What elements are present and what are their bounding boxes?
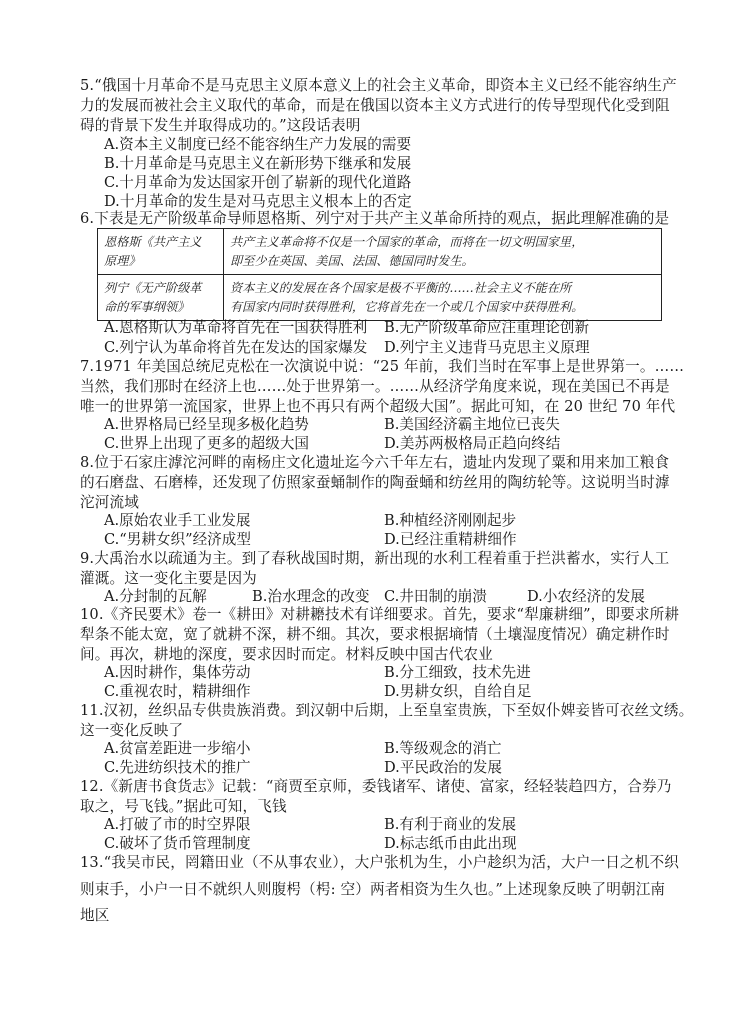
q7-stem-line-2: 当然，我们那时在经济上也……处于世界第一。……从经济学角度来说，现在美国已不再是 (80, 378, 670, 395)
q7-option-b: B.美国经济霸主地位已丧失 (384, 416, 560, 433)
source-text: 原理》 (104, 254, 141, 268)
q10-stem-line-2: 犁条不能太宽，宽了就耕不深，耕不细。其次，要求根据墒情（土壤湿度情况）确定耕作时 (80, 626, 670, 643)
q11-option-b: B.等级观念的消亡 (384, 740, 502, 757)
q6-stem: 6.下表是无产阶级革命导师恩格斯、列宁对于共产主义革命所持的观点，据此理解准确的是 (80, 210, 670, 227)
table-cell-source (98, 275, 224, 321)
q10-option-b: B.分工细致，技术先进 (384, 664, 531, 681)
q9-stem-line-2: 灌溉。这一变化主要是因为 (80, 570, 257, 587)
q6-option-c: C.列宁认为革命将首先在发达的国家爆发 (104, 339, 368, 356)
q9-option-a: A.分封制的瓦解 (104, 588, 207, 605)
q5-option-b: B.十月革命是马克思主义在新形势下继承和发展 (104, 155, 412, 172)
q12-stem-line-2: 取之，号飞钱。”据此可知，飞钱 (80, 798, 287, 815)
q12-option-c: C.破坏了货币管理制度 (104, 835, 251, 852)
q6-viewpoint-table (97, 228, 662, 321)
q8-stem-line-3: 沱河流域 (80, 494, 139, 511)
q7-option-a: A.世界格局已经呈现多极化趋势 (104, 416, 309, 433)
source-text: 恩格斯《共产主义 (104, 235, 202, 249)
source-text: 命的军事纲领》 (104, 300, 190, 314)
q11-stem-line-1: 11.汉初，丝织品专供贵族消费。到汉朝中后期，上至皇室贵族，下至奴仆婢妾皆可衣丝文绣。 (80, 702, 694, 719)
view-text: 即至少在英国、美国、法国、德国同时发生。 (230, 254, 474, 268)
q12-stem-line-1: 12.《新唐书食货志》记载：“商贾至京师，委钱诸军、诸使、富家，经轻装趋四方，合券乃 (80, 778, 672, 795)
q5-stem-line-1: 5.“俄国十月革命不是马克思主义原本意义上的社会主义革命，即资本主义已经不能容纳生产 (80, 77, 677, 94)
q8-option-a: A.原始农业手工业发展 (104, 512, 251, 529)
q12-option-d: D.标志纸币由此出现 (384, 835, 517, 852)
q10-option-d: D.男耕女织，自给自足 (384, 683, 532, 700)
q6-option-d: D.列宁主义违背马克思主义原理 (384, 339, 590, 356)
table-row (98, 229, 662, 275)
q6-option-b: B.无产阶级革命应注重理论创新 (384, 319, 590, 336)
q7-stem-line-3: 唯一的世界第一流国家，世界上也不再只有两个超级大国”。据此可知，在 20 世纪 70 年代 (80, 398, 676, 415)
q8-option-c: C.“男耕女织”经济成型 (104, 531, 251, 548)
source-text: 列宁《无产阶级革 (104, 281, 202, 295)
view-text: 资本主义的发展在各个国家是极不平衡的……社会主义不能在所 (230, 281, 572, 295)
q5-option-a: A.资本主义制度已经不能容纳生产力发展的需要 (104, 136, 412, 153)
q13-stem-line-3: 地区 (80, 907, 110, 924)
q13-stem-line-2: 则束手，小户一日不就织人则腹枵（枵: 空）两者相资为生久也。”上述现象反映了明朝江南 (80, 881, 666, 898)
q12-option-b: B.有利于商业的发展 (384, 816, 517, 833)
q9-option-b: B.治水理念的改变 (252, 588, 370, 605)
q8-stem-line-2: 的石磨盘、石磨棒，还发现了仿照家蚕蛹制作的陶蚕蛹和纺丝用的陶纺轮等。这说明当时滹 (80, 474, 670, 491)
q8-option-d: D.已经注重精耕细作 (384, 531, 517, 548)
table-cell-source (98, 229, 224, 275)
table-cell-view (224, 229, 662, 275)
q11-stem-line-2: 这一变化反映了 (80, 722, 184, 739)
q5-option-d: D.十月革命的发生是对马克思主义根本上的否定 (104, 193, 412, 210)
q5-option-c: C.十月革命为发达国家开创了崭新的现代化道路 (104, 174, 412, 191)
table-cell-view (224, 275, 662, 321)
q9-stem-line-1: 9.大禹治水以疏通为主。到了春秋战国时期，新出现的水利工程着重于拦洪蓄水，实行人工 (80, 550, 670, 567)
q7-option-c: C.世界上出现了更多的超级大国 (104, 435, 310, 452)
q10-option-c: C.重视农时，精耕细作 (104, 683, 251, 700)
q10-stem-line-3: 间。再次，耕地的深度，要求因时而定。材料反映中国古代农业 (80, 646, 493, 663)
view-text: 共产主义革命将不仅是一个国家的革命，而将在一切文明国家里， (230, 235, 584, 249)
q9-option-d: D.小农经济的发展 (527, 588, 645, 605)
q5-stem-line-3: 碍的背景下发生并取得成功的。”这段话表明 (80, 117, 361, 134)
q11-option-c: C.先进纺织技术的推广 (104, 759, 251, 776)
q12-option-a: A.打破了市的时空界限 (104, 816, 251, 833)
q10-option-a: A.因时耕作，集体劳动 (104, 664, 251, 681)
q7-stem-line-1: 7.1971 年美国总统尼克松在一次演说中说：“25 年前，我们当时在军事上是世界第一。…… (80, 358, 685, 375)
q7-option-d: D.美苏两极格局正趋向终结 (384, 435, 561, 452)
table-row (98, 275, 662, 321)
q8-stem-line-1: 8.位于石家庄滹沱河畔的南杨庄文化遗址迄今六千年左右，遗址内发现了粟和用来加工粮食 (80, 454, 670, 471)
q5-stem-line-2: 力的发展而被社会主义取代的革命，而是在俄国以资本主义方式进行的传导型现代化受到阻 (80, 97, 670, 114)
q11-option-d: D.平民政治的发展 (384, 759, 502, 776)
q11-option-a: A.贫富差距进一步缩小 (104, 740, 251, 757)
q13-stem-line-1: 13.“我吴市民，罔籍田业（不从事农业），大户张机为生，小户趁织为活，大户一日之机不织 (80, 854, 679, 871)
q9-option-c: C.井田制的崩溃 (384, 588, 487, 605)
q8-option-b: B.种植经济刚刚起步 (384, 512, 517, 529)
q6-option-a: A.恩格斯认为革命将首先在一国获得胜利 (104, 319, 368, 336)
q10-stem-line-1: 10.《齐民要术》卷一《耕田》对耕耱技术有详细要求。首先，要求“犁廉耕细”，即要求所耕 (80, 606, 680, 623)
view-text: 有国家内同时获得胜利，它将首先在一个或几个国家中获得胜利。 (230, 300, 584, 314)
